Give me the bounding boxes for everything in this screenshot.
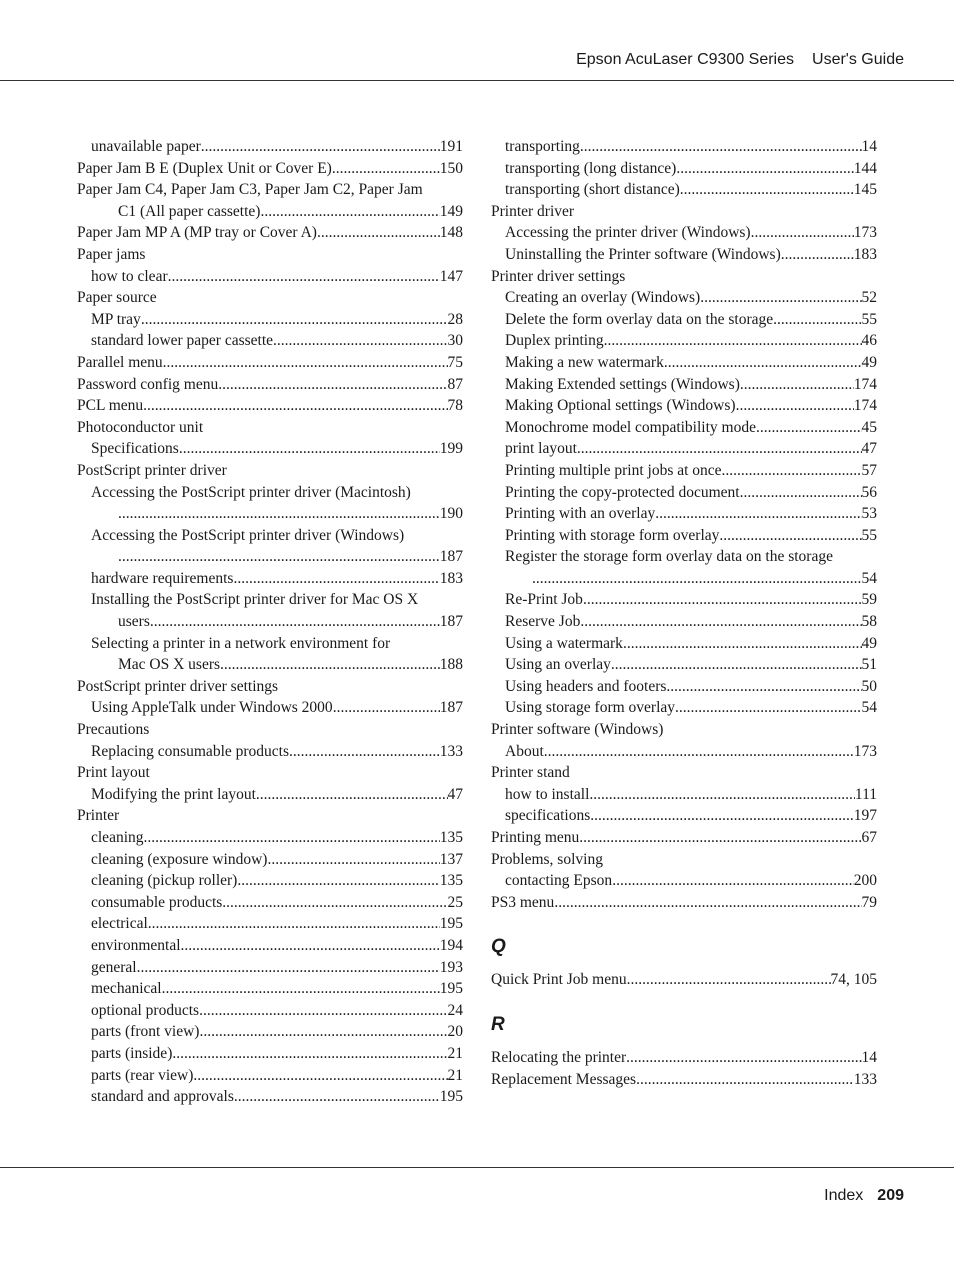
index-entry: cleaning ..... 135 bbox=[77, 827, 463, 849]
index-entry: transporting ..... 14 bbox=[491, 136, 877, 158]
running-footer bbox=[824, 1187, 904, 1205]
index-entry: contacting Epson ..... 200 bbox=[491, 870, 877, 892]
index-heading: Print layout bbox=[77, 764, 150, 782]
index-heading: PostScript printer driver settings bbox=[77, 677, 279, 695]
index-entry: ..... 54 bbox=[491, 568, 877, 590]
index-entry: cleaning (pickup roller) ..... 135 bbox=[77, 870, 463, 892]
index-entry: Mac OS X users ..... 188 bbox=[77, 654, 463, 676]
index-entry: ..... 187 bbox=[77, 546, 463, 568]
index-entry: Printing multiple print jobs at once ..... 57 bbox=[491, 460, 877, 482]
index-entry: Printing menu ..... 67 bbox=[491, 827, 877, 849]
index-entry: consumable products ..... 25 bbox=[77, 892, 463, 914]
index-entry: MP tray ..... 28 bbox=[77, 309, 463, 331]
header-title: Epson AcuLaser C9300 Series bbox=[576, 51, 795, 68]
index-entry: mechanical ..... 195 bbox=[77, 978, 463, 1000]
index-entry: Re-Print Job ..... 59 bbox=[491, 589, 877, 611]
running-header bbox=[576, 51, 904, 69]
index-heading: Problems, solving bbox=[491, 850, 603, 868]
index-entry: print layout ..... 47 bbox=[491, 438, 877, 460]
header-rule bbox=[0, 80, 954, 81]
index-entry: Printing the copy-protected document ..... 56 bbox=[491, 482, 877, 504]
index-entry: Paper Jam B E (Duplex Unit or Cover E) ..... 150 bbox=[77, 158, 463, 180]
index-entry: Using headers and footers ..... 50 bbox=[491, 676, 877, 698]
header-guide: User's Guide bbox=[812, 51, 904, 68]
index-entry: users ..... 187 bbox=[77, 611, 463, 633]
index-entry: Duplex printing ..... 46 bbox=[491, 330, 877, 352]
index-letter-q: Q bbox=[491, 936, 506, 958]
index-heading: Printer driver bbox=[491, 202, 575, 220]
index-entry: About ..... 173 bbox=[491, 741, 877, 763]
index-entry: C1 (All paper cassette) ..... 149 bbox=[77, 201, 463, 223]
index-entry: Accessing the printer driver (Windows) ..... 173 bbox=[491, 222, 877, 244]
index-entry: Paper Jam MP A (MP tray or Cover A) ..... 148 bbox=[77, 222, 463, 244]
index-entry: Making Extended settings (Windows) ..... 174 bbox=[491, 374, 877, 396]
index-entry: Using an overlay ..... 51 bbox=[491, 654, 877, 676]
index-entry-line: Paper Jam C4, Paper Jam C3, Paper Jam C2, Paper Jam bbox=[77, 181, 423, 199]
index-entry: Parallel menu ..... 75 bbox=[77, 352, 463, 374]
index-entry: Printing with storage form overlay ..... 55 bbox=[491, 525, 877, 547]
index-entry: Delete the form overlay data on the storage ..... 55 bbox=[491, 309, 877, 331]
index-entry: cleaning (exposure window) ..... 137 bbox=[77, 849, 463, 871]
index-entry: Printing with an overlay ..... 53 bbox=[491, 503, 877, 525]
index-entry: standard and approvals ..... 195 bbox=[77, 1086, 463, 1108]
index-column-right bbox=[491, 136, 877, 1090]
index-entry: how to clear ..... 147 bbox=[77, 266, 463, 288]
index-entry: parts (inside) ..... 21 bbox=[77, 1043, 463, 1065]
index-entry: PS3 menu ..... 79 bbox=[491, 892, 877, 914]
index-entry: how to install ..... 111 bbox=[491, 784, 877, 806]
index-entry: Using storage form overlay ..... 54 bbox=[491, 697, 877, 719]
index-entry: Replacing consumable products ..... 133 bbox=[77, 741, 463, 763]
index-entry: standard lower paper cassette ..... 30 bbox=[77, 330, 463, 352]
index-heading: Printer bbox=[77, 807, 120, 825]
index-entry: Relocating the printer ..... 14 bbox=[491, 1047, 877, 1069]
index-entry: Making Optional settings (Windows) ..... 174 bbox=[491, 395, 877, 417]
index-entry: specifications ..... 197 bbox=[491, 805, 877, 827]
index-entry: Making a new watermark ..... 49 bbox=[491, 352, 877, 374]
index-heading: Printer software (Windows) bbox=[491, 721, 664, 739]
index-heading: PostScript printer driver bbox=[77, 461, 227, 479]
index-heading: Photoconductor unit bbox=[77, 418, 204, 436]
index-entry: general ..... 193 bbox=[77, 957, 463, 979]
index-entry: Modifying the print layout ..... 47 bbox=[77, 784, 463, 806]
index-entry: Creating an overlay (Windows) ..... 52 bbox=[491, 287, 877, 309]
index-entry: parts (rear view) ..... 21 bbox=[77, 1065, 463, 1087]
index-entry: Specifications ..... 199 bbox=[77, 438, 463, 460]
index-entry-line: Accessing the PostScript printer driver (Windows) bbox=[91, 526, 405, 544]
index-entry: ..... 190 bbox=[77, 503, 463, 525]
index-entry: electrical ..... 195 bbox=[77, 913, 463, 935]
index-heading: Printer stand bbox=[491, 764, 570, 782]
index-column-left bbox=[77, 136, 463, 1108]
index-entry: transporting (short distance) ..... 145 bbox=[491, 179, 877, 201]
index-entry: hardware requirements ..... 183 bbox=[77, 568, 463, 590]
index-letter-r: R bbox=[491, 1013, 505, 1035]
index-entry-line: Selecting a printer in a network environment for bbox=[91, 634, 391, 652]
footer-section: Index bbox=[824, 1187, 864, 1204]
index-entry: Monochrome model compatibility mode ..... 45 bbox=[491, 417, 877, 439]
index-entry: Replacement Messages ..... 133 bbox=[491, 1069, 877, 1091]
index-entry: PCL menu ..... 78 bbox=[77, 395, 463, 417]
index-entry: Uninstalling the Printer software (Windows) ..... 183 bbox=[491, 244, 877, 266]
index-entry: Quick Print Job menu ..... 74, 105 bbox=[491, 969, 877, 991]
index-entry: parts (front view) ..... 20 bbox=[77, 1021, 463, 1043]
index-entry: Using a watermark ..... 49 bbox=[491, 633, 877, 655]
page-number: 209 bbox=[877, 1187, 904, 1204]
index-entry: unavailable paper ..... 191 bbox=[77, 136, 463, 158]
index-entry-line: Register the storage form overlay data on the storage bbox=[505, 548, 833, 566]
index-heading: Precautions bbox=[77, 721, 150, 739]
index-heading: Printer driver settings bbox=[491, 267, 626, 285]
index-heading: Paper source bbox=[77, 289, 157, 307]
index-heading: Paper jams bbox=[77, 245, 146, 263]
index-entry: Reserve Job ..... 58 bbox=[491, 611, 877, 633]
index-entry-line: Accessing the PostScript printer driver (Macintosh) bbox=[91, 483, 411, 501]
footer-rule bbox=[0, 1167, 954, 1168]
index-entry: optional products ..... 24 bbox=[77, 1000, 463, 1022]
index-entry: Password config menu ..... 87 bbox=[77, 374, 463, 396]
index-entry: environmental ..... 194 bbox=[77, 935, 463, 957]
index-entry: Using AppleTalk under Windows 2000 ..... 187 bbox=[77, 697, 463, 719]
index-entry-line: Installing the PostScript printer driver for Mac OS X bbox=[91, 591, 419, 609]
index-entry: transporting (long distance) ..... 144 bbox=[491, 158, 877, 180]
